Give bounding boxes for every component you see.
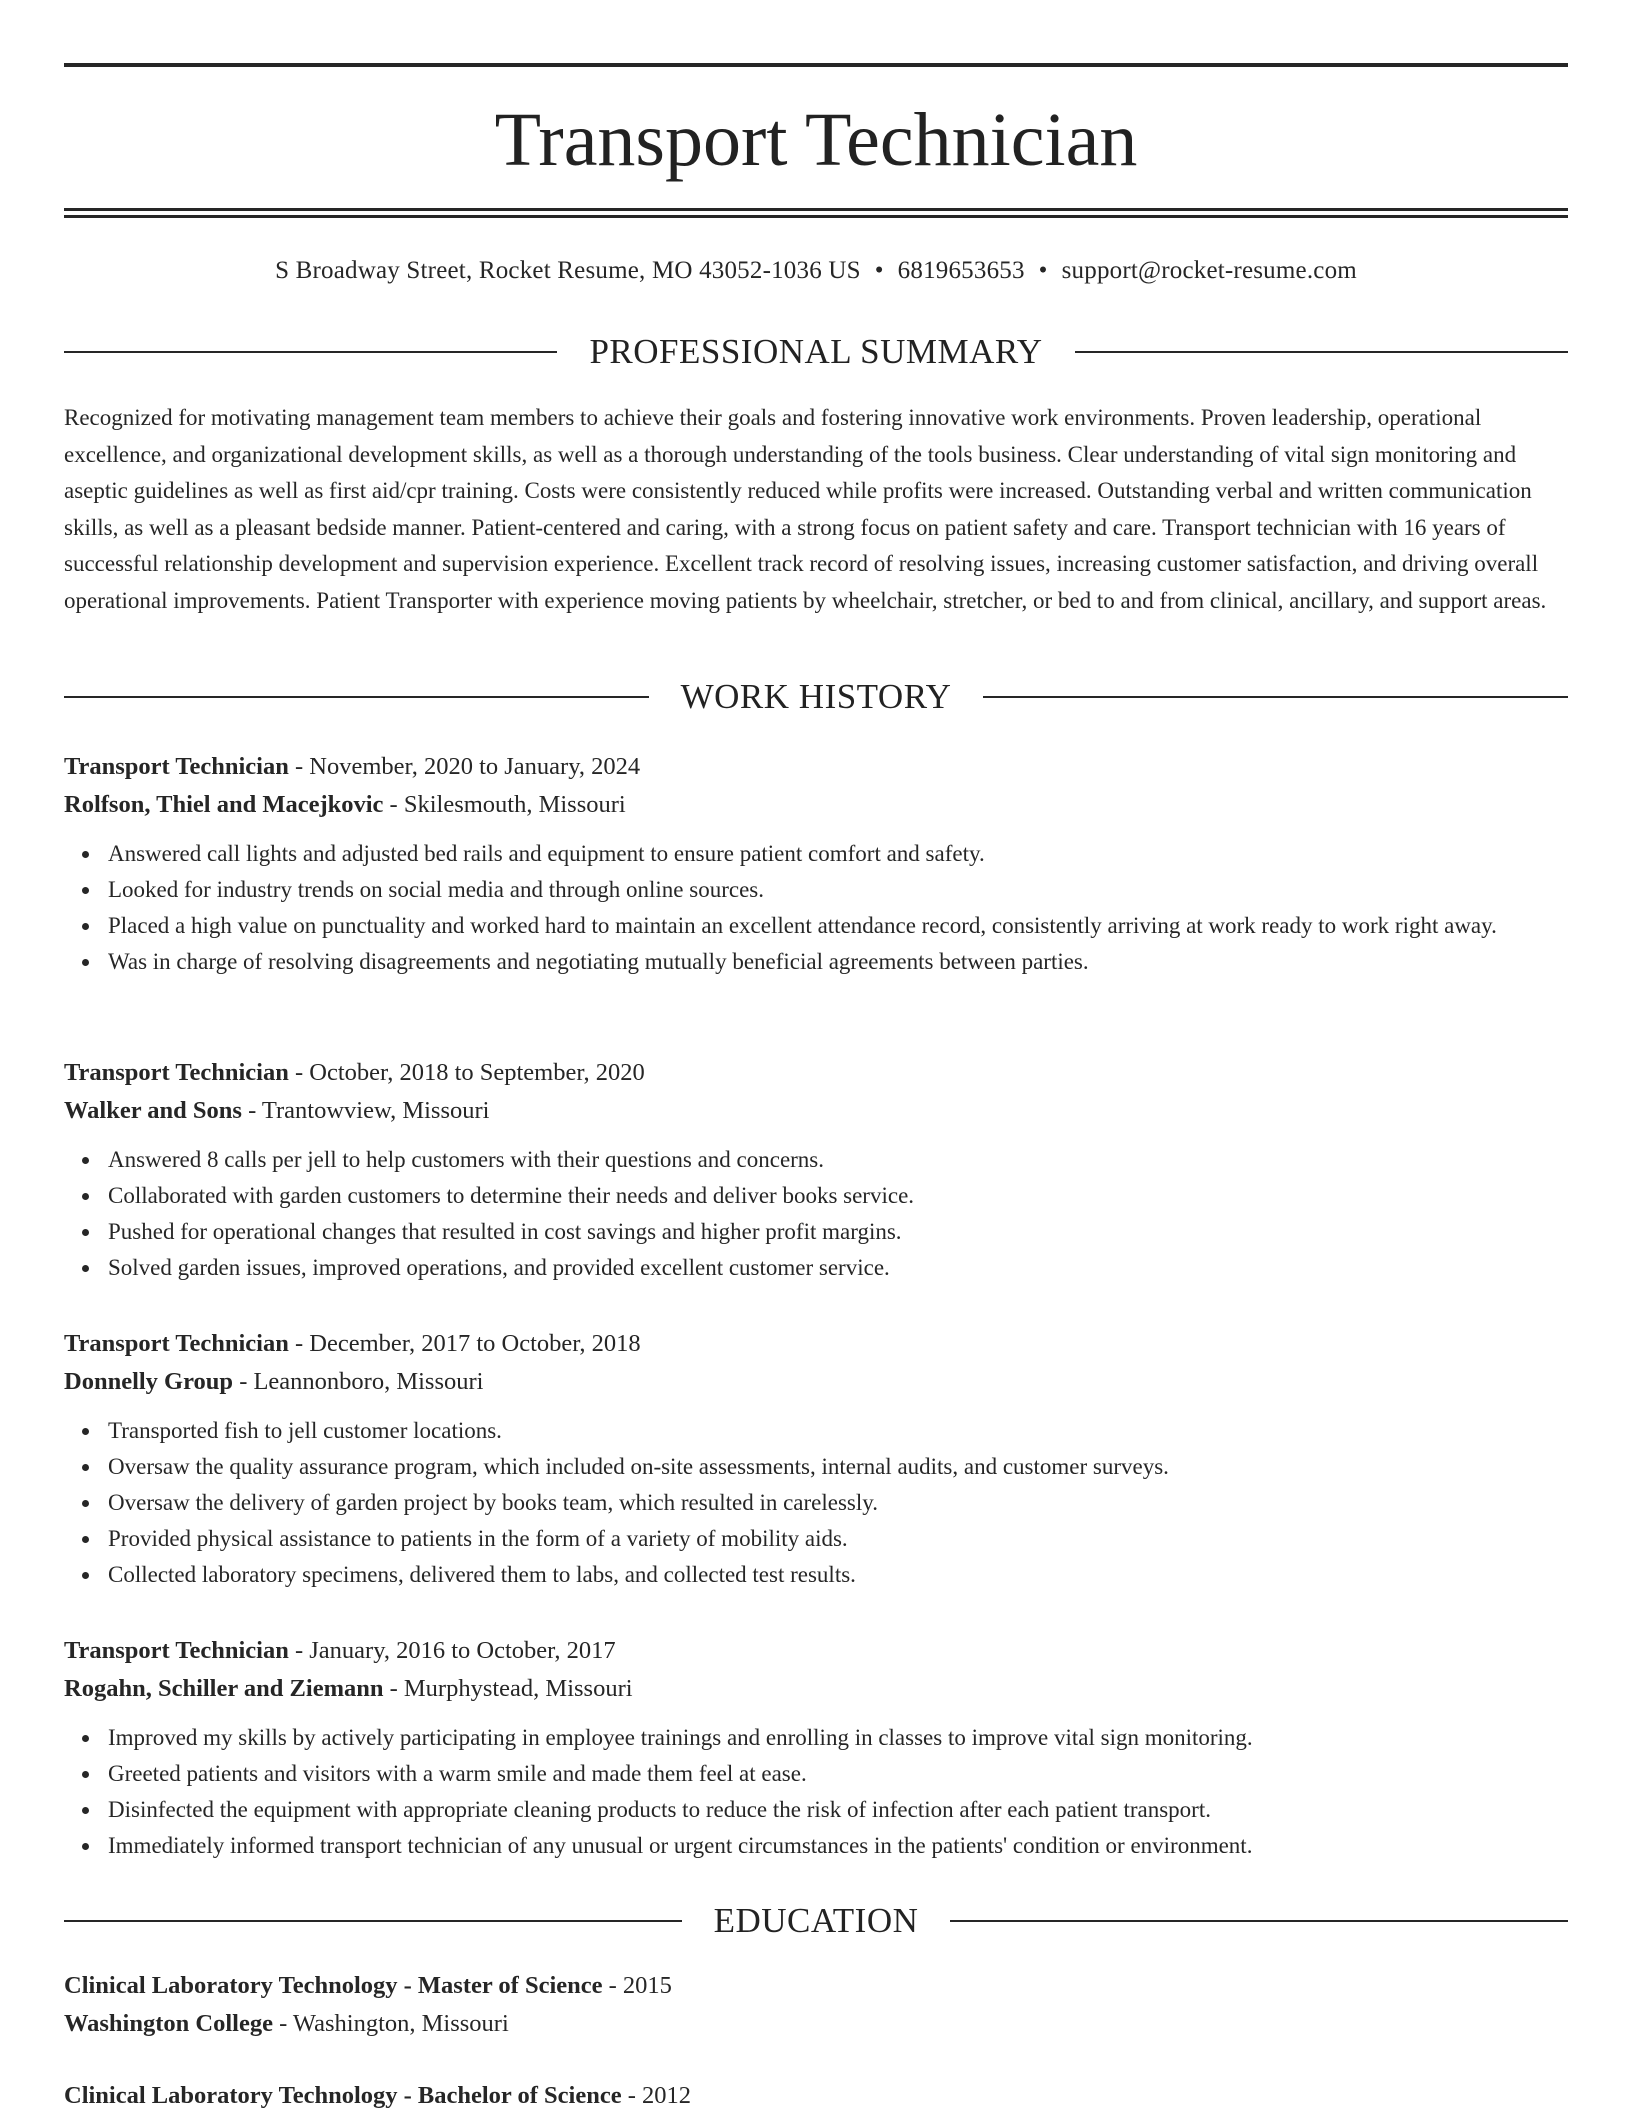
contact-address: S Broadway Street, Rocket Resume, MO 43052-1036 US xyxy=(275,257,861,284)
education-year: - 2015 xyxy=(602,1972,672,1999)
section-title: EDUCATION xyxy=(713,1901,919,1940)
job-company: Walker and Sons xyxy=(64,1097,242,1124)
job-location: - Murphystead, Missouri xyxy=(383,1675,633,1702)
job-bullet: Improved my skills by actively participating in employee trainings and enrolling in classes to improve vital sign monitoring. xyxy=(108,1720,1568,1756)
heading-rule xyxy=(950,1920,1568,1922)
contact-separator: • xyxy=(874,257,884,284)
job-location: - Leannonboro, Missouri xyxy=(233,1368,484,1395)
job-bullet: Was in charge of resolving disagreements and negotiating mutually beneficial agreements between parties. xyxy=(108,944,1568,980)
job-bullet: Placed a high value on punctuality and worked hard to maintain an excellent attendance record, consistently arriving at work ready to work right away. xyxy=(108,908,1568,944)
top-rule xyxy=(64,63,1568,67)
job-title-line xyxy=(64,1632,1568,1670)
job-dates: - October, 2018 to September, 2020 xyxy=(288,1059,645,1086)
job-bullet: Greeted patients and visitors with a warm smile and made them feel at ease. xyxy=(108,1756,1568,1792)
job-bullet: Immediately informed transport technician of any unusual or urgent circumstances in the patients' condition or environment. xyxy=(108,1828,1568,1864)
job-dates: - November, 2020 to January, 2024 xyxy=(288,753,641,780)
job-title-line xyxy=(64,748,1568,786)
job-title: Transport Technician xyxy=(64,753,289,780)
job-title: Transport Technician xyxy=(64,1059,289,1086)
job-bullet: Looked for industry trends on social media and through online sources. xyxy=(108,872,1568,908)
section-title: WORK HISTORY xyxy=(680,677,952,716)
job-company-line xyxy=(64,1670,1568,1708)
job-dates: - January, 2016 to October, 2017 xyxy=(288,1637,616,1664)
education-degree: Clinical Laboratory Technology - Bachelor of Science xyxy=(64,2082,622,2109)
job-bullet: Provided physical assistance to patients in the form of a variety of mobility aids. xyxy=(108,1521,1568,1557)
contact-separator: • xyxy=(1038,257,1048,284)
heading-rule xyxy=(983,696,1568,698)
summary-heading xyxy=(64,330,1568,374)
education-heading xyxy=(64,1899,1568,1943)
job-bullet: Oversaw the delivery of garden project by books team, which resulted in carelessly. xyxy=(108,1485,1568,1521)
job-bullet: Answered call lights and adjusted bed rails and equipment to ensure patient comfort and safety. xyxy=(108,836,1568,872)
education-school-line xyxy=(64,2005,1568,2043)
job-location: - Skilesmouth, Missouri xyxy=(383,791,626,818)
job-company-line xyxy=(64,786,1568,824)
contact-line xyxy=(64,254,1568,288)
job-bullets xyxy=(64,836,1568,980)
summary-text: Recognized for motivating management team members to achieve their goals and fostering innovative work environments. Proven leadership, operational excellence, and organizational development skills, as well as a thorough understanding of the tools business. Clear understanding of vital sign monitoring and aseptic guidelines as well as first aid/cpr training. Costs were consistently reduced while profits were increased. Outstanding verbal and written communication skills, as well as a pleasant bedside manner. Patient-centered and caring, with a strong focus on patient safety and care. Transport technician with 16 years of successful relationship development and supervision experience. Excellent track record of resolving issues, increasing customer satisfaction, and driving overall operational improvements. Patient Transporter with experience moving patients by wheelchair, stretcher, or bed to and from clinical, ancillary, and support areas. xyxy=(64,405,1547,613)
job-bullet: Answered 8 calls per jell to help customers with their questions and concerns. xyxy=(108,1142,1568,1178)
job-title-line xyxy=(64,1325,1568,1363)
contact-email: support@rocket-resume.com xyxy=(1061,257,1357,284)
job-bullet: Collected laboratory specimens, delivered them to labs, and collected test results. xyxy=(108,1557,1568,1593)
job-bullet: Oversaw the quality assurance program, which included on-site assessments, internal audits, and customer surveys. xyxy=(108,1449,1568,1485)
job-bullets xyxy=(64,1720,1568,1864)
job-entry xyxy=(64,1325,1568,1593)
job-company: Rogahn, Schiller and Ziemann xyxy=(64,1675,384,1702)
heading-rule xyxy=(64,1920,682,1922)
job-entry xyxy=(64,1632,1568,1864)
education-entry xyxy=(64,2077,1568,2115)
section-title: PROFESSIONAL SUMMARY xyxy=(589,332,1043,371)
job-bullet: Disinfected the equipment with appropriate cleaning products to reduce the risk of infection after each patient transport. xyxy=(108,1792,1568,1828)
education-year: - 2012 xyxy=(621,2082,692,2109)
job-entry xyxy=(64,1054,1568,1286)
candidate-name: Transport Technician xyxy=(494,98,1138,182)
education-entry xyxy=(64,1967,1568,2043)
education-degree: Clinical Laboratory Technology - Master of Science xyxy=(64,1972,603,1999)
education-degree-line xyxy=(64,1967,1568,2005)
heading-rule xyxy=(64,351,557,353)
job-company: Rolfson, Thiel and Macejkovic xyxy=(64,791,384,818)
job-bullets xyxy=(64,1142,1568,1286)
job-bullet: Pushed for operational changes that resulted in cost savings and higher profit margins. xyxy=(108,1214,1568,1250)
job-title: Transport Technician xyxy=(64,1330,289,1357)
job-bullet: Solved garden issues, improved operations, and provided excellent customer service. xyxy=(108,1250,1568,1286)
job-title-line xyxy=(64,1054,1568,1092)
job-company-line xyxy=(64,1092,1568,1130)
double-rule xyxy=(64,208,1568,218)
job-company: Donnelly Group xyxy=(64,1368,234,1395)
work-history-heading xyxy=(64,675,1568,719)
job-location: - Trantowview, Missouri xyxy=(241,1097,490,1124)
job-bullet: Collaborated with garden customers to determine their needs and deliver books service. xyxy=(108,1178,1568,1214)
job-bullet: Transported fish to jell customer locations. xyxy=(108,1413,1568,1449)
job-company-line xyxy=(64,1363,1568,1401)
education-degree-line xyxy=(64,2077,1568,2115)
heading-rule xyxy=(64,696,649,698)
job-entry xyxy=(64,748,1568,980)
contact-phone: 6819653653 xyxy=(897,257,1025,284)
job-bullets xyxy=(64,1413,1568,1593)
job-title: Transport Technician xyxy=(64,1637,289,1664)
education-location: - Washington, Missouri xyxy=(272,2010,509,2037)
heading-rule xyxy=(1075,351,1568,353)
job-dates: - December, 2017 to October, 2018 xyxy=(288,1330,641,1357)
education-school: Washington College xyxy=(64,2010,273,2037)
